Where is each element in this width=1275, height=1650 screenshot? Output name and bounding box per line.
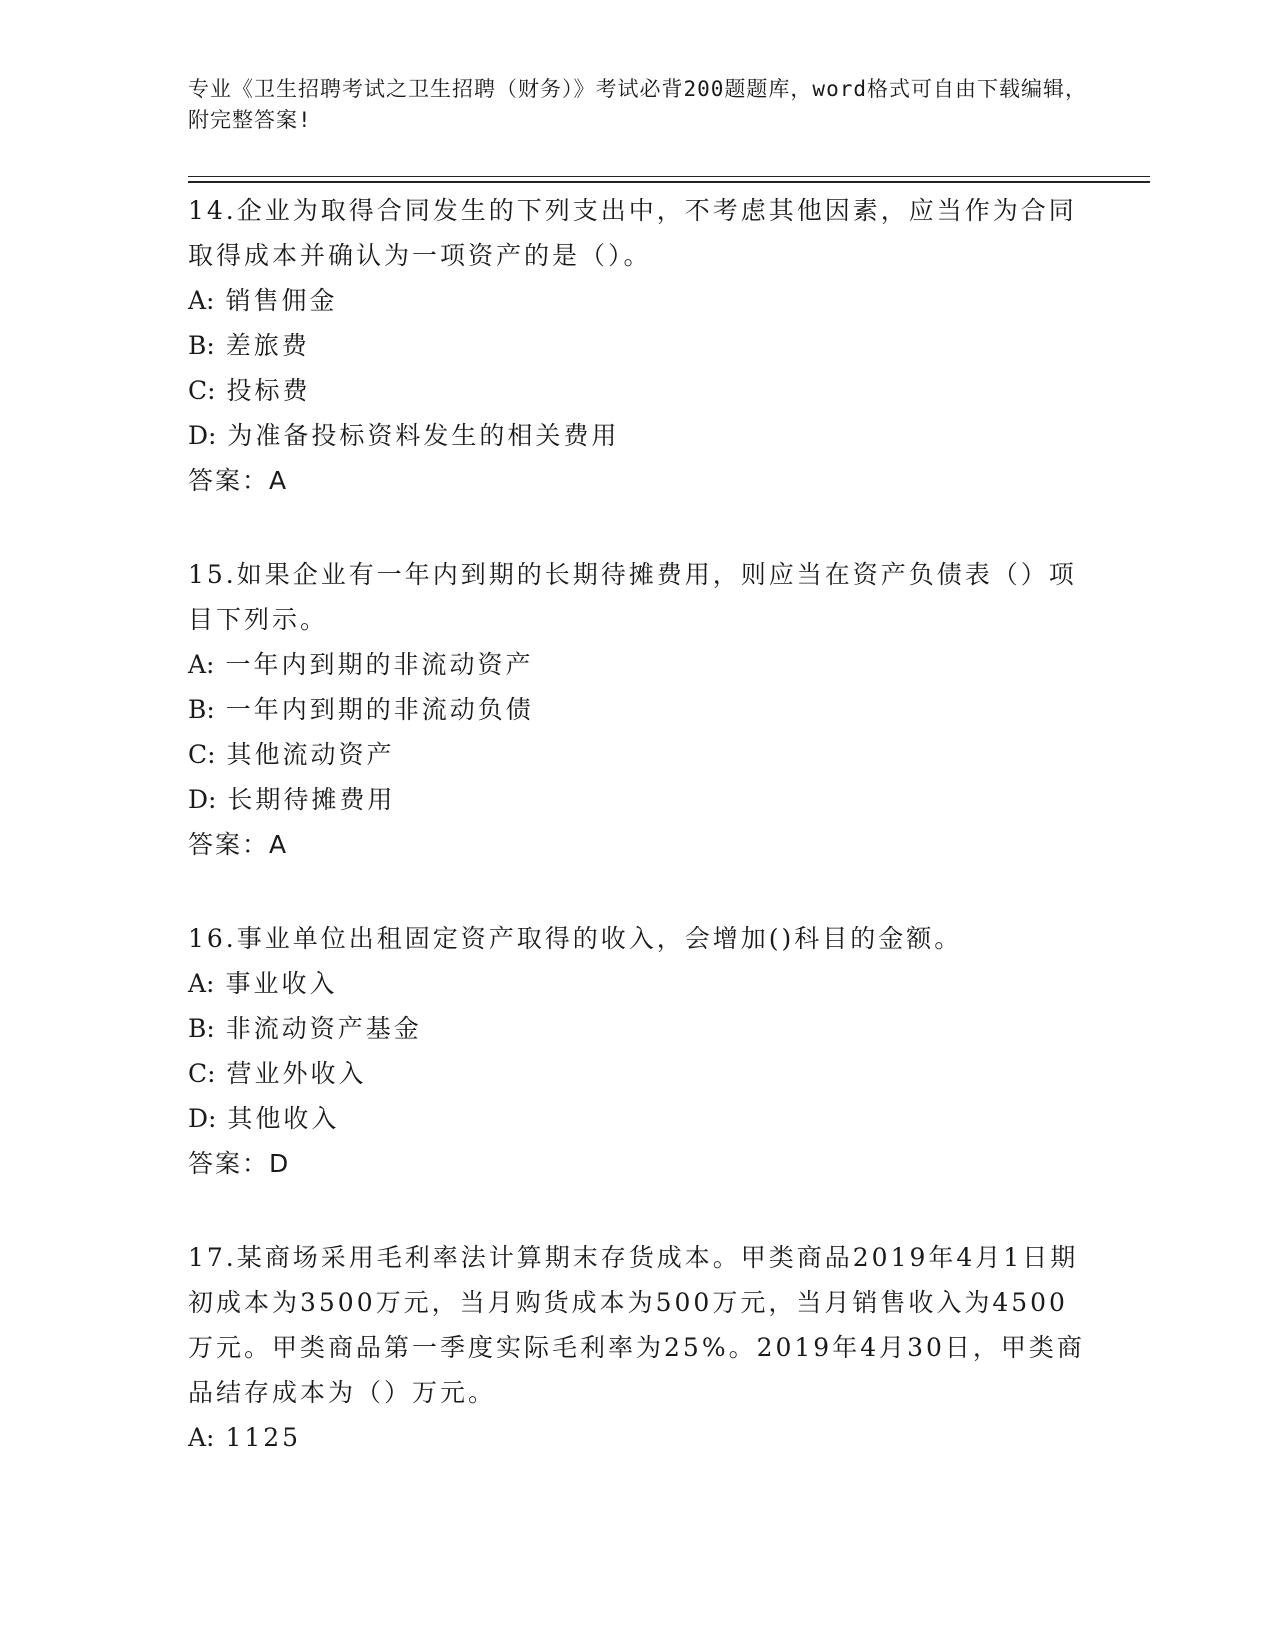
option-a <box>188 1415 1088 1460</box>
question-15 <box>188 552 1088 867</box>
option-key: B: <box>188 1014 215 1043</box>
option-key: B: <box>188 331 215 360</box>
option-b <box>188 1006 1088 1051</box>
question-stem: 17.某商场采用毛利率法计算期末存货成本。甲类商品2019年4月1日期初成本为3500万元，当月购货成本为500万元，当月销售收入为4500万元。甲类商品第一季度实际毛利率为25%。2019年4月30日，甲类商品结存成本为（）万元。 <box>188 1243 1085 1407</box>
question-stem: 16.事业单位出租固定资产取得的收入，会增加()科目的金额。 <box>188 924 963 953</box>
option-key: A: <box>188 1423 215 1452</box>
option-a <box>188 961 1088 1006</box>
option-a <box>188 642 1088 687</box>
option-c <box>188 732 1088 777</box>
option-b <box>188 323 1088 368</box>
option-c <box>188 368 1088 413</box>
option-key: C: <box>188 376 216 405</box>
option-text: 一年内到期的非流动资产 <box>225 650 534 679</box>
option-a <box>188 278 1088 323</box>
header-divider-thick <box>188 181 1150 183</box>
option-key: D: <box>188 421 217 450</box>
option-text: 营业外收入 <box>226 1059 367 1088</box>
option-text: 其他收入 <box>227 1104 340 1133</box>
option-key: A: <box>188 650 215 679</box>
option-d <box>188 1096 1088 1141</box>
option-text: 一年内到期的非流动负债 <box>225 695 534 724</box>
option-key: A: <box>188 969 215 998</box>
option-text: 事业收入 <box>225 969 338 998</box>
option-text: 差旅费 <box>225 331 310 360</box>
option-text: 非流动资产基金 <box>225 1014 422 1043</box>
question-stem: 15.如果企业有一年内到期的长期待摊费用，则应当在资产负债表（）项目下列示。 <box>188 560 1077 634</box>
option-key: B: <box>188 695 215 724</box>
option-text: 为准备投标资料发生的相关费用 <box>227 421 620 450</box>
option-text: 1125 <box>225 1423 302 1452</box>
option-text: 销售佣金 <box>225 286 338 315</box>
option-key: C: <box>188 1059 216 1088</box>
option-b <box>188 687 1088 732</box>
option-text: 长期待摊费用 <box>227 785 396 814</box>
question-17 <box>188 1235 1088 1460</box>
answer: 答案：A <box>188 466 289 495</box>
answer: 答案：D <box>188 1149 291 1178</box>
question-16 <box>188 916 1088 1186</box>
document-intro: 专业《卫生招聘考试之卫生招聘（财务）》考试必背200题题库，word格式可自由下载编辑，附完整答案! <box>188 77 1087 132</box>
option-c <box>188 1051 1088 1096</box>
option-text: 其他流动资产 <box>226 740 395 769</box>
option-key: C: <box>188 740 216 769</box>
option-d <box>188 413 1088 458</box>
option-d <box>188 777 1088 822</box>
option-key: D: <box>188 785 217 814</box>
option-text: 投标费 <box>226 376 311 405</box>
option-key: A: <box>188 286 215 315</box>
answer: 答案：A <box>188 830 289 859</box>
question-stem: 14.企业为取得合同发生的下列支出中，不考虑其他因素，应当作为合同取得成本并确认为一项资产的是（）。 <box>188 196 1077 270</box>
question-14 <box>188 188 1088 503</box>
option-key: D: <box>188 1104 217 1133</box>
header-divider-thin <box>188 176 1150 177</box>
